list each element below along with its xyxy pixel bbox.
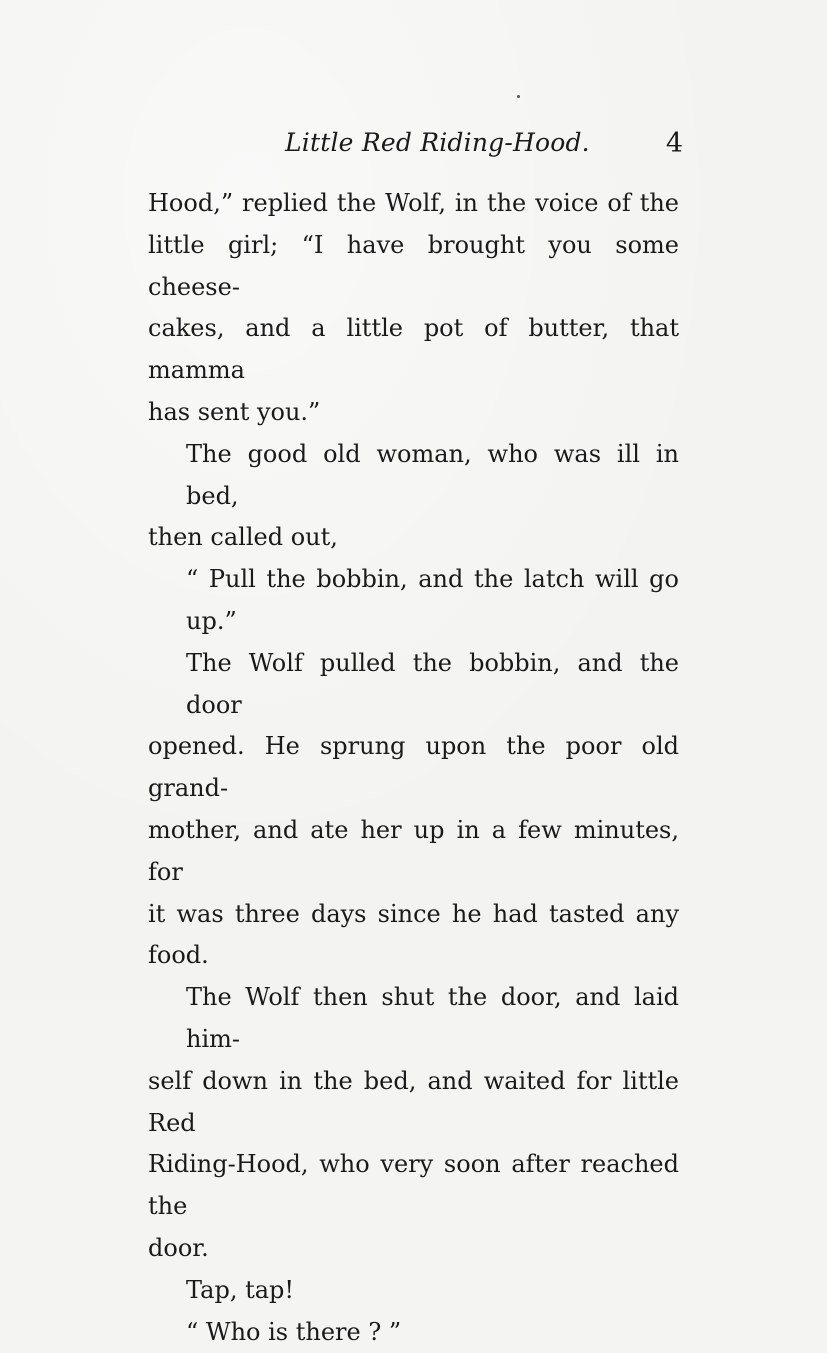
- text-line: it was three days since he had tasted any food.: [148, 899, 679, 970]
- text-line: The Wolf then shut the door, and laid him-: [186, 983, 679, 1053]
- text-line: Tap, tap!: [186, 1275, 295, 1304]
- paragraph: [148, 434, 679, 559]
- paragraph: [148, 1312, 679, 1353]
- text-line: then called out,: [148, 523, 338, 552]
- text-line: self down in the bed, and waited for little Red: [148, 1066, 679, 1137]
- text-line: “ Who is there ? ”: [186, 1317, 402, 1346]
- text-line: The Wolf pulled the bobbin, and the door: [186, 648, 679, 719]
- text-line: Hood,” replied the Wolf, in the voice of the: [148, 189, 679, 217]
- page-number: 4: [665, 128, 683, 159]
- body-text: [148, 183, 679, 1353]
- paragraph: [148, 977, 679, 1270]
- text-line: door.: [148, 1233, 209, 1262]
- paragraph: [148, 559, 679, 643]
- text-line: little girl; “I have brought you some cheese-: [148, 230, 679, 301]
- text-line: “ Pull the bobbin, and the latch will go up.”: [186, 565, 679, 635]
- text-line: Riding-Hood, who very soon after reached the: [148, 1150, 679, 1221]
- running-title: Little Red Riding-Hood.: [285, 128, 590, 157]
- text-line: The good old woman, who was ill in bed,: [186, 439, 679, 510]
- text-line: cakes, and a little pot of butter, that mamma: [148, 314, 679, 385]
- paper-speck: [517, 95, 520, 98]
- text-line: opened. He sprung upon the poor old grand-: [148, 732, 679, 803]
- text-line: mother, and ate her up in a few minutes, for: [148, 815, 679, 886]
- paragraph: [148, 643, 679, 977]
- paragraph: [148, 1270, 679, 1312]
- text-line: has sent you.”: [148, 397, 321, 426]
- paragraph: [148, 183, 679, 434]
- page-header: [148, 128, 683, 164]
